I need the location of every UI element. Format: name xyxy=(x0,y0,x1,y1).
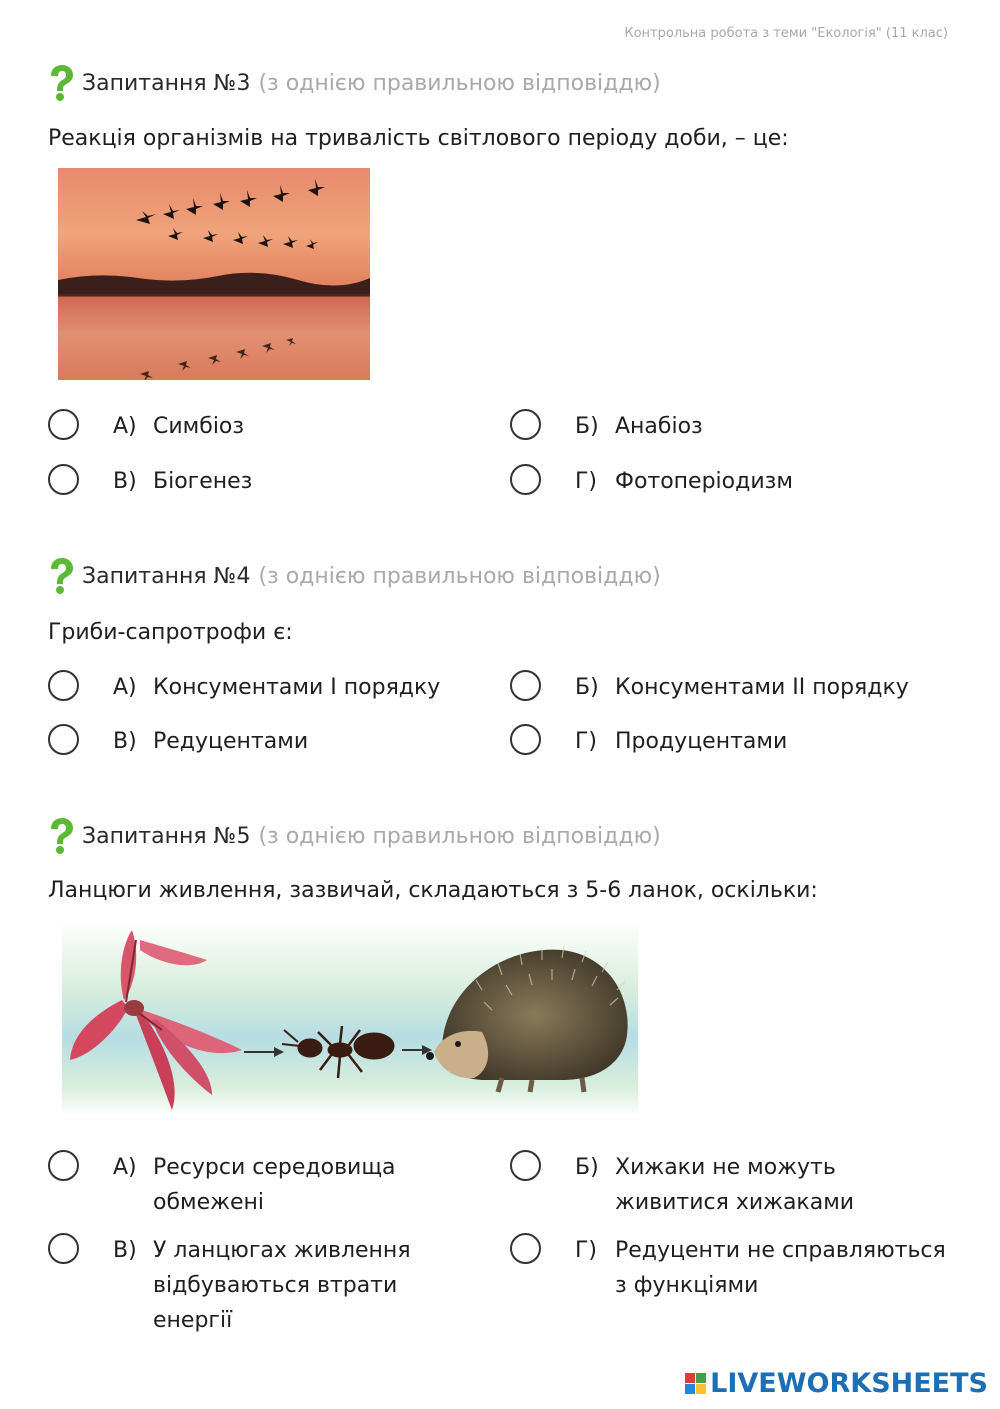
option-letter: Г) xyxy=(575,469,597,494)
option-5-b[interactable] xyxy=(510,1150,885,1220)
question-3-header xyxy=(46,64,661,102)
option-5-a[interactable] xyxy=(48,1150,453,1220)
question-5-text: Ланцюги живлення, зазвичай, складаються з 5-6 ланок, оскільки: xyxy=(48,878,818,903)
option-text: Хижаки не можуть живитися хижаками xyxy=(615,1155,855,1215)
option-letter: Г) xyxy=(575,729,597,754)
option-letter: В) xyxy=(113,469,137,494)
radio-button[interactable] xyxy=(510,1150,541,1181)
option-3-a[interactable] xyxy=(48,409,453,444)
radio-button[interactable] xyxy=(510,409,541,440)
option-letter: А) xyxy=(113,675,137,700)
question-mark-icon xyxy=(46,557,76,595)
option-5-d[interactable] xyxy=(510,1233,955,1303)
option-text: Фотоперіодизм xyxy=(615,469,793,494)
option-3-c[interactable] xyxy=(48,464,453,499)
radio-button[interactable] xyxy=(48,464,79,495)
radio-button[interactable] xyxy=(48,1150,79,1181)
option-text: Консументами ІІ порядку xyxy=(615,675,909,700)
question-3-title: Запитання №3 xyxy=(82,70,251,96)
option-text: Біогенез xyxy=(153,469,253,494)
food-chain-image xyxy=(62,920,638,1116)
question-4-type: (з однією правильною відповіддю) xyxy=(258,563,661,589)
option-letter: А) xyxy=(113,1155,137,1180)
question-5-title: Запитання №5 xyxy=(82,823,251,849)
option-5-c[interactable] xyxy=(48,1233,443,1338)
option-text: Редуцентами xyxy=(153,729,309,754)
radio-button[interactable] xyxy=(48,670,79,701)
option-text: Продуцентами xyxy=(615,729,788,754)
question-mark-icon xyxy=(46,64,76,102)
radio-button[interactable] xyxy=(48,1233,79,1264)
question-4-title: Запитання №4 xyxy=(82,563,251,589)
radio-button[interactable] xyxy=(48,724,79,755)
option-4-a[interactable] xyxy=(48,670,473,705)
header-note: Контрольна робота з теми "Екологія" (11 клас) xyxy=(624,26,948,41)
question-5-type: (з однією правильною відповіддю) xyxy=(258,823,661,849)
option-letter: Б) xyxy=(575,414,599,439)
radio-button[interactable] xyxy=(510,1233,541,1264)
option-text: Симбіоз xyxy=(153,414,245,439)
option-3-b[interactable] xyxy=(510,409,935,444)
option-4-d[interactable] xyxy=(510,724,945,759)
question-4-header xyxy=(46,557,661,595)
option-text: Ресурси середовища обмежені xyxy=(153,1155,396,1215)
option-text: Консументами І порядку xyxy=(153,675,441,700)
option-letter: Г) xyxy=(575,1238,597,1263)
option-letter: Б) xyxy=(575,675,599,700)
option-letter: А) xyxy=(113,414,137,439)
option-text: Анабіоз xyxy=(615,414,703,439)
option-letter: Б) xyxy=(575,1155,599,1180)
question-mark-icon xyxy=(46,817,76,855)
option-3-d[interactable] xyxy=(510,464,945,499)
radio-button[interactable] xyxy=(510,464,541,495)
question-5-header xyxy=(46,817,661,855)
option-text: Редуценти не справляються з функціями xyxy=(615,1238,946,1298)
question-3-type: (з однією правильною відповіддю) xyxy=(258,70,661,96)
option-4-c[interactable] xyxy=(48,724,453,759)
option-text: У ланцюгах живлення відбуваються втрати енергії xyxy=(153,1238,411,1333)
logo-text: LIVEWORKSHEETS xyxy=(710,1368,988,1399)
radio-button[interactable] xyxy=(510,724,541,755)
option-4-b[interactable] xyxy=(510,670,955,705)
question-4-text: Гриби-сапротрофи є: xyxy=(48,620,293,645)
radio-button[interactable] xyxy=(48,409,79,440)
radio-button[interactable] xyxy=(510,670,541,701)
logo-badge-icon xyxy=(685,1373,706,1394)
option-letter: В) xyxy=(113,1238,137,1263)
question-3-text: Реакція організмів на тривалість світлового періоду доби, – це: xyxy=(48,126,789,151)
option-letter: В) xyxy=(113,729,137,754)
birds-sunset-image xyxy=(58,168,370,380)
liveworksheets-logo xyxy=(685,1368,988,1399)
